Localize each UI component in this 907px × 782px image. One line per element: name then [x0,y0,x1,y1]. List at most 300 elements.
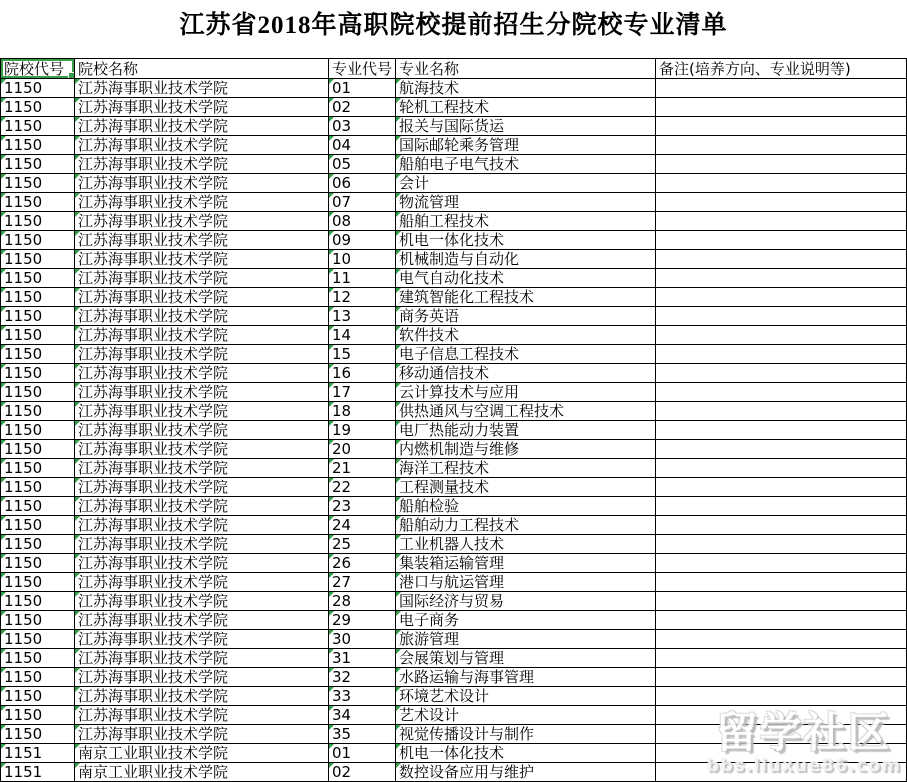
college-code-cell[interactable] [1,668,75,687]
major-code-cell[interactable] [329,497,396,516]
text-format-indicator-triangle-icon [1,611,6,616]
text-format-indicator-triangle-icon [1,744,6,749]
text-format-indicator-triangle-icon [329,117,334,122]
remarks-cell[interactable] [656,459,907,478]
college-code-value: 1150 [4,516,43,534]
major-name-cell[interactable] [396,98,656,117]
major-name-cell[interactable] [396,212,656,231]
college-name-cell[interactable] [75,611,329,630]
major-code-cell[interactable] [329,193,396,212]
text-format-indicator-triangle-icon [396,307,401,312]
college-name-cell[interactable] [75,497,329,516]
major-code-value: 26 [332,554,352,572]
college-code-cell[interactable] [1,763,75,782]
major-name-value: 船舶动力工程技术 [399,516,520,534]
college-name-cell[interactable] [75,535,329,554]
text-format-indicator-triangle-icon [396,630,401,635]
major-code-cell[interactable] [329,687,396,706]
remarks-cell[interactable] [656,421,907,440]
text-format-indicator-triangle-icon [1,345,6,350]
college-code-value: 1150 [4,383,43,401]
remarks-cell[interactable] [656,535,907,554]
text-format-indicator-triangle-icon [329,554,334,559]
text-format-indicator-triangle-icon [1,307,6,312]
table-row [1,212,907,231]
college-code-cell[interactable] [1,269,75,288]
remarks-cell[interactable] [656,269,907,288]
major-code-value: 12 [332,288,352,306]
college-code-cell[interactable] [1,136,75,155]
major-name-value: 环境艺术设计 [399,687,490,705]
remarks-cell[interactable] [656,383,907,402]
college-code-cell[interactable] [1,117,75,136]
majors-table [0,58,907,782]
college-name-value: 江苏海事职业技术学院 [78,478,229,496]
college-name-cell[interactable] [75,212,329,231]
remarks-cell[interactable] [656,155,907,174]
major-code-cell[interactable] [329,136,396,155]
text-format-indicator-triangle-icon [75,649,80,654]
college-code-cell[interactable] [1,79,75,98]
major-code-cell[interactable] [329,250,396,269]
major-code-cell[interactable] [329,307,396,326]
major-code-value: 03 [332,117,352,135]
major-code-cell[interactable] [329,326,396,345]
remarks-cell[interactable] [656,516,907,535]
college-code-cell[interactable] [1,611,75,630]
major-name-cell[interactable] [396,687,656,706]
table-row [1,402,907,421]
remarks-cell[interactable] [656,440,907,459]
major-code-cell[interactable] [329,174,396,193]
remarks-cell[interactable] [656,573,907,592]
text-format-indicator-triangle-icon [75,326,80,331]
text-format-indicator-triangle-icon [396,706,401,711]
major-code-cell[interactable] [329,630,396,649]
text-format-indicator-triangle-icon [329,212,334,217]
major-code-cell[interactable] [329,383,396,402]
text-format-indicator-triangle-icon [75,193,80,198]
college-name-cell[interactable] [75,136,329,155]
college-code-cell[interactable] [1,440,75,459]
major-code-cell[interactable] [329,744,396,763]
college-name-cell[interactable] [75,288,329,307]
college-code-cell[interactable] [1,250,75,269]
remarks-cell[interactable] [656,364,907,383]
header-major-name[interactable]: 专业名称 [396,59,656,79]
major-name-value: 内燃机制造与维修 [399,440,520,458]
college-name-cell[interactable] [75,231,329,250]
major-name-cell[interactable] [396,497,656,516]
major-code-cell[interactable] [329,288,396,307]
major-code-cell[interactable] [329,155,396,174]
major-code-cell[interactable] [329,649,396,668]
college-code-cell[interactable] [1,744,75,763]
remarks-cell[interactable] [656,554,907,573]
remarks-cell[interactable] [656,117,907,136]
major-name-value: 集装箱运输管理 [399,554,505,572]
major-code-cell[interactable] [329,611,396,630]
major-name-cell[interactable] [396,725,656,744]
college-code-cell[interactable] [1,573,75,592]
major-name-cell[interactable] [396,288,656,307]
remarks-cell[interactable] [656,345,907,364]
text-format-indicator-triangle-icon [329,668,334,673]
college-name-cell[interactable] [75,459,329,478]
college-code-value: 1150 [4,174,43,192]
major-name-cell[interactable] [396,592,656,611]
table-row [1,535,907,554]
header-college-code[interactable]: 院校代号 [1,59,75,79]
major-code-cell[interactable] [329,459,396,478]
college-code-cell[interactable] [1,516,75,535]
major-name-value: 船舶检验 [399,497,460,515]
major-code-value: 21 [332,459,352,477]
major-code-value: 09 [332,231,352,249]
major-name-value: 航海技术 [399,79,460,97]
remarks-cell[interactable] [656,744,907,763]
major-code-cell[interactable] [329,364,396,383]
major-name-cell[interactable] [396,326,656,345]
college-name-value: 江苏海事职业技术学院 [78,687,229,705]
college-name-cell[interactable] [75,706,329,725]
remarks-cell[interactable] [656,98,907,117]
major-name-value: 机械制造与自动化 [399,250,520,268]
remarks-cell[interactable] [656,326,907,345]
college-code-cell[interactable] [1,592,75,611]
college-name-cell[interactable] [75,478,329,497]
major-code-cell[interactable] [329,478,396,497]
remarks-cell[interactable] [656,497,907,516]
college-name-value: 江苏海事职业技术学院 [78,117,229,135]
text-format-indicator-triangle-icon [396,516,401,521]
college-name-value: 江苏海事职业技术学院 [78,231,229,249]
college-code-cell[interactable] [1,155,75,174]
college-code-cell[interactable] [1,307,75,326]
major-code-cell[interactable] [329,402,396,421]
header-remarks[interactable]: 备注(培养方向、专业说明等) [656,59,907,79]
college-code-cell[interactable] [1,326,75,345]
remarks-cell[interactable] [656,611,907,630]
college-code-cell[interactable] [1,630,75,649]
college-code-cell[interactable] [1,478,75,497]
college-name-value: 江苏海事职业技术学院 [78,212,229,230]
remarks-cell[interactable] [656,592,907,611]
text-format-indicator-triangle-icon [1,649,6,654]
major-name-cell[interactable] [396,535,656,554]
major-code-value: 27 [332,573,352,591]
college-code-value: 1150 [4,554,43,572]
major-code-cell[interactable] [329,117,396,136]
major-code-cell[interactable] [329,573,396,592]
remarks-cell[interactable] [656,763,907,782]
college-name-cell[interactable] [75,250,329,269]
text-format-indicator-triangle-icon [396,212,401,217]
college-code-cell[interactable] [1,725,75,744]
major-name-cell[interactable] [396,668,656,687]
college-code-cell[interactable] [1,402,75,421]
college-code-value: 1150 [4,231,43,249]
text-format-indicator-triangle-icon [396,345,401,350]
major-name-value: 电子商务 [399,611,460,629]
text-format-indicator-triangle-icon [396,744,401,749]
text-format-indicator-triangle-icon [1,212,6,217]
major-code-cell[interactable] [329,706,396,725]
college-code-cell[interactable] [1,687,75,706]
college-name-cell[interactable] [75,763,329,782]
college-name-cell[interactable] [75,421,329,440]
major-name-cell[interactable] [396,611,656,630]
college-name-cell[interactable] [75,79,329,98]
major-name-cell[interactable] [396,478,656,497]
major-name-cell[interactable] [396,136,656,155]
college-name-cell[interactable] [75,193,329,212]
major-name-cell[interactable] [396,231,656,250]
text-format-indicator-triangle-icon [75,706,80,711]
college-code-cell[interactable] [1,383,75,402]
college-code-value: 1150 [4,193,43,211]
table-row [1,383,907,402]
table-row [1,288,907,307]
college-code-cell[interactable] [1,98,75,117]
major-code-cell[interactable] [329,516,396,535]
text-format-indicator-triangle-icon [329,326,334,331]
major-code-value: 25 [332,535,352,553]
remarks-cell[interactable] [656,174,907,193]
text-format-indicator-triangle-icon [75,459,80,464]
college-name-value: 江苏海事职业技术学院 [78,364,229,382]
header-college-name[interactable]: 院校名称 [75,59,329,79]
college-name-cell[interactable] [75,573,329,592]
college-code-cell[interactable] [1,364,75,383]
college-name-cell[interactable] [75,383,329,402]
text-format-indicator-triangle-icon [1,687,6,692]
text-format-indicator-triangle-icon [1,630,6,635]
college-name-cell[interactable] [75,649,329,668]
major-name-cell[interactable] [396,345,656,364]
college-name-cell[interactable] [75,174,329,193]
remarks-cell[interactable] [656,79,907,98]
remarks-cell[interactable] [656,231,907,250]
major-name-cell[interactable] [396,250,656,269]
text-format-indicator-triangle-icon [396,269,401,274]
major-code-cell[interactable] [329,668,396,687]
table-row [1,269,907,288]
major-code-cell[interactable] [329,231,396,250]
college-name-cell[interactable] [75,326,329,345]
college-name-cell[interactable] [75,155,329,174]
college-name-cell[interactable] [75,364,329,383]
major-name-cell[interactable] [396,402,656,421]
major-code-cell[interactable] [329,98,396,117]
text-format-indicator-triangle-icon [75,535,80,540]
major-name-cell[interactable] [396,459,656,478]
major-code-value: 07 [332,193,352,211]
college-code-cell[interactable] [1,649,75,668]
major-code-value: 14 [332,326,352,344]
table-row [1,421,907,440]
major-code-cell[interactable] [329,592,396,611]
major-name-cell[interactable] [396,269,656,288]
remarks-cell[interactable] [656,668,907,687]
major-name-cell[interactable] [396,630,656,649]
college-code-cell[interactable] [1,345,75,364]
table-row [1,155,907,174]
college-name-cell[interactable] [75,592,329,611]
text-format-indicator-triangle-icon [396,573,401,578]
table-row [1,231,907,250]
major-name-cell[interactable] [396,516,656,535]
text-format-indicator-triangle-icon [1,250,6,255]
college-name-value: 江苏海事职业技术学院 [78,725,229,743]
college-code-cell[interactable] [1,288,75,307]
college-name-cell[interactable] [75,630,329,649]
header-major-code[interactable]: 专业代号 [329,59,396,79]
college-name-value: 江苏海事职业技术学院 [78,440,229,458]
college-name-cell[interactable] [75,345,329,364]
text-format-indicator-triangle-icon [75,687,80,692]
major-code-value: 32 [332,668,352,686]
remarks-cell[interactable] [656,706,907,725]
major-name-value: 建筑智能化工程技术 [399,288,535,306]
major-name-cell[interactable] [396,440,656,459]
major-code-cell[interactable] [329,554,396,573]
college-name-cell[interactable] [75,269,329,288]
college-name-cell[interactable] [75,744,329,763]
college-name-value: 江苏海事职业技术学院 [78,155,229,173]
college-name-cell[interactable] [75,725,329,744]
text-format-indicator-triangle-icon [1,535,6,540]
college-name-value: 江苏海事职业技术学院 [78,535,229,553]
text-format-indicator-triangle-icon [1,763,6,768]
college-code-value: 1150 [4,250,43,268]
college-code-cell[interactable] [1,193,75,212]
major-code-cell[interactable] [329,763,396,782]
remarks-cell[interactable] [656,136,907,155]
major-name-value: 船舶工程技术 [399,212,490,230]
college-code-cell[interactable] [1,421,75,440]
text-format-indicator-triangle-icon [396,98,401,103]
college-code-value: 1150 [4,630,43,648]
major-code-value: 06 [332,174,352,192]
major-name-cell[interactable] [396,649,656,668]
text-format-indicator-triangle-icon [75,345,80,350]
major-code-cell[interactable] [329,212,396,231]
text-format-indicator-triangle-icon [329,383,334,388]
college-name-value: 江苏海事职业技术学院 [78,174,229,192]
major-code-cell[interactable] [329,725,396,744]
remarks-cell[interactable] [656,307,907,326]
text-format-indicator-triangle-icon [75,383,80,388]
text-format-indicator-triangle-icon [75,288,80,293]
major-name-cell[interactable] [396,117,656,136]
major-name-cell[interactable] [396,383,656,402]
remarks-cell[interactable] [656,402,907,421]
college-name-cell[interactable] [75,117,329,136]
remarks-cell[interactable] [656,630,907,649]
college-code-value: 1150 [4,307,43,325]
college-code-cell[interactable] [1,459,75,478]
college-code-cell[interactable] [1,554,75,573]
college-code-cell[interactable] [1,497,75,516]
college-code-value: 1150 [4,573,43,591]
major-code-cell[interactable] [329,345,396,364]
table-row [1,98,907,117]
college-name-cell[interactable] [75,402,329,421]
college-code-cell[interactable] [1,174,75,193]
remarks-cell[interactable] [656,193,907,212]
major-name-cell[interactable] [396,573,656,592]
college-code-cell[interactable] [1,231,75,250]
college-name-cell[interactable] [75,554,329,573]
major-code-cell[interactable] [329,535,396,554]
college-name-cell[interactable] [75,440,329,459]
major-code-cell[interactable] [329,269,396,288]
major-name-cell[interactable] [396,364,656,383]
major-name-cell[interactable] [396,421,656,440]
major-name-cell[interactable] [396,155,656,174]
text-format-indicator-triangle-icon [396,440,401,445]
major-name-value: 商务英语 [399,307,460,325]
major-code-cell[interactable] [329,79,396,98]
college-name-cell[interactable] [75,516,329,535]
major-name-cell[interactable] [396,554,656,573]
college-name-value: 江苏海事职业技术学院 [78,611,229,629]
college-code-value: 1150 [4,592,43,610]
remarks-cell[interactable] [656,649,907,668]
remarks-cell[interactable] [656,478,907,497]
text-format-indicator-triangle-icon [396,611,401,616]
text-format-indicator-triangle-icon [75,212,80,217]
major-name-cell[interactable] [396,307,656,326]
text-format-indicator-triangle-icon [1,79,6,84]
text-format-indicator-triangle-icon [1,174,6,179]
text-format-indicator-triangle-icon [1,421,6,426]
table-row [1,459,907,478]
text-format-indicator-triangle-icon [1,668,6,673]
remarks-cell[interactable] [656,687,907,706]
college-name-value: 江苏海事职业技术学院 [78,326,229,344]
text-format-indicator-triangle-icon [396,155,401,160]
major-code-value: 01 [332,79,352,97]
major-code-value: 29 [332,611,352,629]
major-name-cell[interactable] [396,744,656,763]
table-row [1,649,907,668]
remarks-cell[interactable] [656,212,907,231]
major-code-cell[interactable] [329,421,396,440]
text-format-indicator-triangle-icon [329,478,334,483]
table-row [1,117,907,136]
major-name-cell[interactable] [396,174,656,193]
college-name-cell[interactable] [75,668,329,687]
major-name-cell[interactable] [396,706,656,725]
college-code-cell[interactable] [1,706,75,725]
college-name-cell[interactable] [75,687,329,706]
text-format-indicator-triangle-icon [329,725,334,730]
college-name-cell[interactable] [75,307,329,326]
college-name-cell[interactable] [75,98,329,117]
major-name-cell[interactable] [396,763,656,782]
remarks-cell[interactable] [656,250,907,269]
college-code-cell[interactable] [1,212,75,231]
remarks-cell[interactable] [656,725,907,744]
major-name-cell[interactable] [396,193,656,212]
college-code-cell[interactable] [1,535,75,554]
remarks-cell[interactable] [656,288,907,307]
major-name-cell[interactable] [396,79,656,98]
text-format-indicator-triangle-icon [396,687,401,692]
major-code-cell[interactable] [329,440,396,459]
